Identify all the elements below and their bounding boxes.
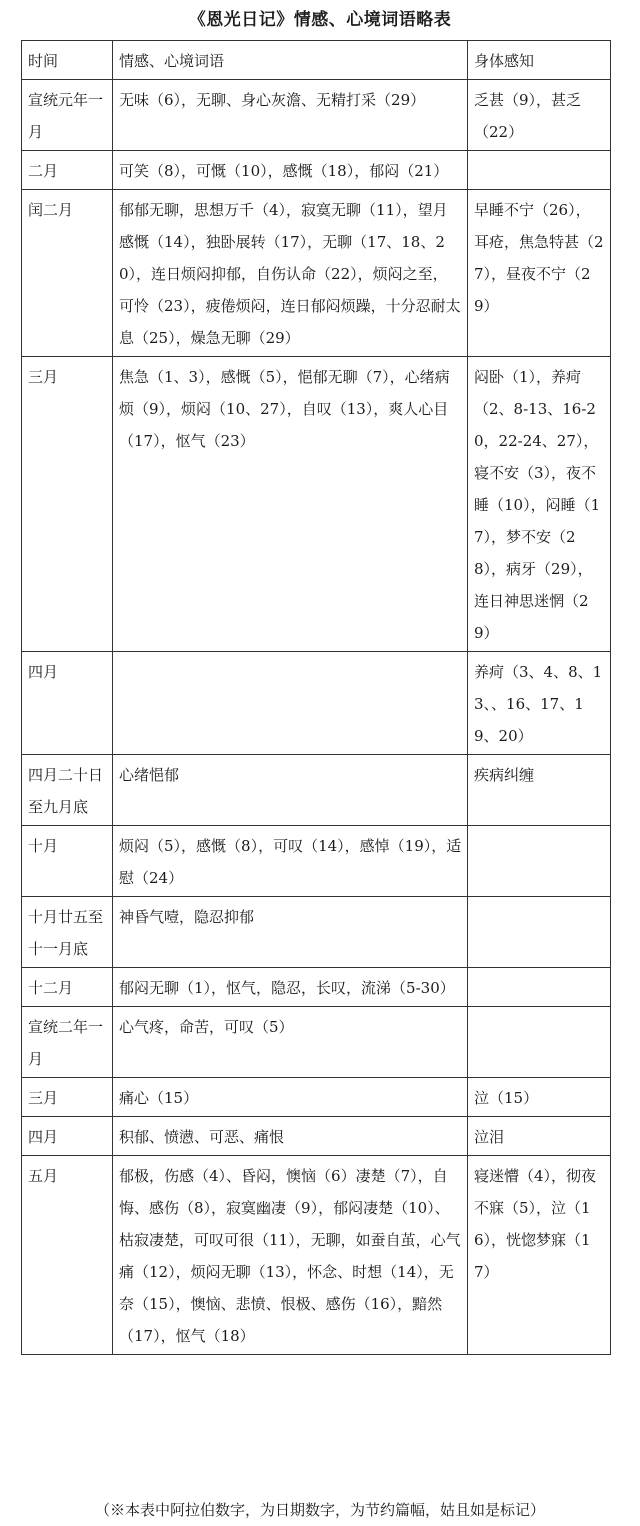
emotion-vocabulary-table <box>21 40 611 1355</box>
cell-body: 养疴（3、4、8、13、、16、17、19、20） <box>468 652 611 755</box>
cell-time: 宣统元年一月 <box>22 80 113 151</box>
table-row <box>22 968 611 1007</box>
cell-emotion: 心绪悒郁 <box>113 755 468 826</box>
cell-emotion <box>113 652 468 755</box>
cell-body: 泣泪 <box>468 1117 611 1156</box>
cell-time: 四月 <box>22 652 113 755</box>
cell-body: 乏甚（9），甚乏（22） <box>468 80 611 151</box>
header-emotion: 情感、心境词语 <box>113 41 468 80</box>
cell-body <box>468 1007 611 1078</box>
cell-body: 泣（15） <box>468 1078 611 1117</box>
cell-time: 十月廿五至十一月底 <box>22 897 113 968</box>
cell-body: 闷卧（1），养疴（2、8-13、16-20，22-24、27），寝不安（3），夜不睡（10），闷睡（17），梦不安（28），病牙（29），连日神思迷惘（29） <box>468 357 611 652</box>
cell-body: 疾病纠缠 <box>468 755 611 826</box>
cell-time: 十二月 <box>22 968 113 1007</box>
cell-time: 二月 <box>22 151 113 190</box>
table-row <box>22 755 611 826</box>
table-row <box>22 1117 611 1156</box>
cell-body <box>468 826 611 897</box>
cell-emotion: 积郁、愤懑、可恶、痛恨 <box>113 1117 468 1156</box>
header-time: 时间 <box>22 41 113 80</box>
cell-body: 早睡不宁（26），耳疮，焦急特甚（27），昼夜不宁（29） <box>468 190 611 357</box>
cell-emotion: 可笑（8），可慨（10），感慨（18），郁闷（21） <box>113 151 468 190</box>
cell-body <box>468 968 611 1007</box>
cell-emotion: 焦急（1、3），感慨（5），悒郁无聊（7），心绪病烦（9），烦闷（10、27），自叹（13），爽人心目（17），怄气（23） <box>113 357 468 652</box>
cell-time: 三月 <box>22 1078 113 1117</box>
cell-emotion: 无味（6），无聊、身心灰澹、无精打采（29） <box>113 80 468 151</box>
cell-emotion: 痛心（15） <box>113 1078 468 1117</box>
table-row <box>22 190 611 357</box>
footnote: （※本表中阿拉伯数字，为日期数字，为节约篇幅，姑且如是标记） <box>94 1501 545 1519</box>
table-row <box>22 826 611 897</box>
header-row <box>22 41 611 80</box>
cell-emotion: 神昏气噎，隐忍抑郁 <box>113 897 468 968</box>
table-row <box>22 357 611 652</box>
table-row <box>22 652 611 755</box>
table-row <box>22 151 611 190</box>
cell-body: 寝迷懵（4），彻夜不寐（5），泣（16），恍惚梦寐（17） <box>468 1156 611 1355</box>
cell-time: 三月 <box>22 357 113 652</box>
table-row <box>22 1007 611 1078</box>
cell-emotion: 烦闷（5），感慨（8），可叹（14），感悼（19），适慰（24） <box>113 826 468 897</box>
cell-body <box>468 151 611 190</box>
cell-time: 四月 <box>22 1117 113 1156</box>
table-row <box>22 80 611 151</box>
cell-time: 四月二十日至九月底 <box>22 755 113 826</box>
cell-body <box>468 897 611 968</box>
header-body: 身体感知 <box>468 41 611 80</box>
table-row <box>22 1156 611 1355</box>
cell-time: 十月 <box>22 826 113 897</box>
cell-time: 宣统二年一月 <box>22 1007 113 1078</box>
cell-emotion: 郁闷无聊（1），怄气，隐忍，长叹，流涕（5-30） <box>113 968 468 1007</box>
cell-time: 五月 <box>22 1156 113 1355</box>
table-row <box>22 1078 611 1117</box>
table-title: 《恩光日记》情感、心境词语略表 <box>188 10 452 30</box>
cell-emotion: 郁郁无聊，思想万千（4），寂寞无聊（11），望月感慨（14），独卧展转（17），无聊（17、18、20），连日烦闷抑郁，自伤认命（22），烦闷之至，可怜（23），疲倦烦闷，连日郁闷烦躁，十分忍耐太息（25），燥急无聊（29） <box>113 190 468 357</box>
cell-emotion: 郁极，伤感（4）、昏闷，懊恼（6）凄楚（7），自悔、感伤（8），寂寞幽凄（9），郁闷凄楚（10）、枯寂凄楚，可叹可很（11），无聊，如蚕自茧，心气痛（12），烦闷无聊（13），怀念、时想（14），无奈（15），懊恼、悲愤、恨极、感伤（16），黯然（17），怄气（18） <box>113 1156 468 1355</box>
cell-time: 闰二月 <box>22 190 113 357</box>
table-row <box>22 897 611 968</box>
cell-emotion: 心气疼，命苦，可叹（5） <box>113 1007 468 1078</box>
